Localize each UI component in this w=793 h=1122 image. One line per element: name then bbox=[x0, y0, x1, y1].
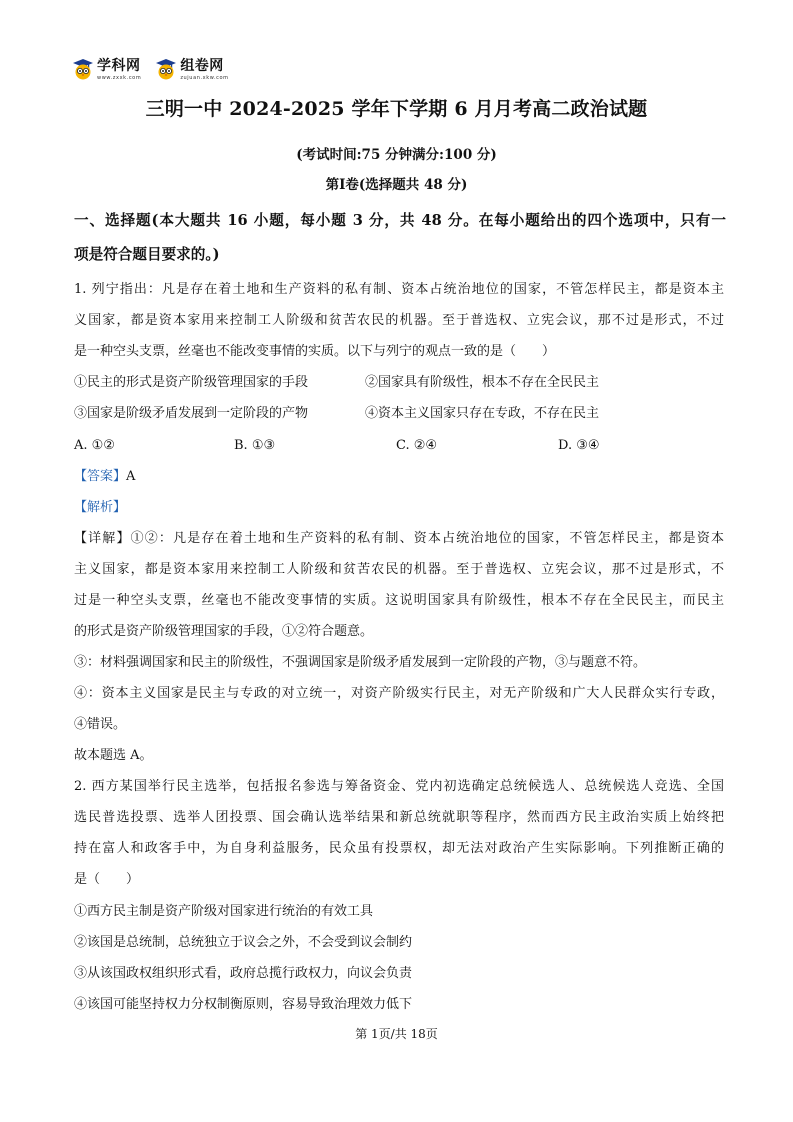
q1-detail-line5: ③：材料强调国家和民主的阶级性，不强调国家是阶级矛盾发展到一定阶段的产物，③与题意不符。 bbox=[74, 655, 647, 670]
owl-logo-icon bbox=[72, 58, 94, 80]
exam-time: (考试时间:75 分钟满分:100 分) bbox=[296, 147, 497, 163]
q2-stem-line4: 是（ ） bbox=[74, 872, 140, 887]
section-title-line1: 一、选择题(本大题共 16 小题，每小题 3 分，共 48 分。在每小题给出的四个选项中，只有一 bbox=[74, 212, 726, 229]
q1-statement-3: ③国家是阶级矛盾发展到一定阶段的产物 bbox=[74, 406, 309, 421]
answer-value: A bbox=[126, 469, 136, 484]
q2-statement-4: ④该国可能坚持权力分权制衡原则，容易导致治理效力低下 bbox=[74, 997, 413, 1012]
logo-bar bbox=[72, 58, 229, 90]
q1-option-d[interactable]: D. ③④ bbox=[558, 438, 600, 453]
logo1-text: 学科网 bbox=[97, 58, 141, 74]
q2-statement-3: ③从该国政权组织形式看，政府总揽行政权力，向议会负责 bbox=[74, 966, 413, 981]
logo2-url: zujuan.xkw.com bbox=[180, 75, 229, 81]
q2-statement-2: ②该国是总统制，总统独立于议会之外，不会受到议会制约 bbox=[74, 935, 413, 950]
q1-detail-line6: ④：资本主义国家是民主与专政的对立统一，对资产阶级实行民主，对无产阶级和广大人民群众实行专政， bbox=[74, 686, 724, 701]
page-title: 三明一中 2024-2025 学年下学期 6 月月考高二政治试题 bbox=[145, 98, 648, 120]
q1-detail-line2: 主义国家，都是资本家用来控制工人阶级和贫苦农民的机器。至于普选权、立宪会议，那不过是形式，不 bbox=[74, 562, 724, 577]
q1-detail-line1 bbox=[74, 529, 724, 549]
q2-statement-1: ①西方民主制是资产阶级对国家进行统治的有效工具 bbox=[74, 904, 374, 919]
q1-detail-line8: 故本题选 A。 bbox=[74, 748, 153, 763]
q1-detail-line3: 过是一种空头支票，丝毫也不能改变事情的实质。这说明国家具有阶级性，根本不存在全民民主，而民主 bbox=[74, 593, 724, 608]
detail-tag: 【详解】 bbox=[74, 531, 131, 546]
q1-statement-4: ④资本主义国家只存在专政，不存在民主 bbox=[365, 406, 600, 421]
q1-option-b[interactable]: B. ①③ bbox=[234, 438, 276, 453]
q1-detail-line4: 的形式是资产阶级管理国家的手段，①②符合题意。 bbox=[74, 624, 374, 639]
page-number: 第 1页/共 18页 bbox=[355, 1027, 438, 1041]
q1-stem-line2: 义国家，都是资本家用来控制工人阶级和贫苦农民的机器。至于普选权、立宪会议，那不过是形式，不过 bbox=[74, 313, 724, 328]
q1-analysis-tag bbox=[74, 498, 126, 518]
volume-title: 第Ⅰ卷(选择题共 48 分) bbox=[325, 177, 468, 193]
logo-zujuanwang[interactable] bbox=[155, 58, 228, 81]
q1-statement-1: ①民主的形式是资产阶级管理国家的手段 bbox=[74, 375, 309, 390]
q1-detail-line7: ④错误。 bbox=[74, 717, 127, 732]
q2-stem-line1: 2. 西方某国举行民主选举，包括报名参选与筹备资金、党内初选确定总统候选人、总统候选人竞选、全国 bbox=[74, 779, 724, 794]
q1-stem-line1: 1. 列宁指出：凡是存在着土地和生产资料的私有制、资本占统治地位的国家，不管怎样民主，都是资本主 bbox=[74, 282, 724, 297]
q1-option-c[interactable]: C. ②④ bbox=[396, 438, 438, 453]
logo2-text: 组卷网 bbox=[180, 58, 224, 74]
detail-text: ①②：凡是存在着土地和生产资料的私有制、资本占统治地位的国家，不管怎样民主，都是资本 bbox=[130, 531, 724, 546]
logo-xuekewang[interactable] bbox=[72, 58, 141, 81]
q2-stem-line3: 持在富人和政客手中，为自身利益服务，民众虽有投票权，却无法对政治产生实际影响。下列推断正确的 bbox=[74, 841, 724, 856]
section-title-line2: 项是符合题目要求的。) bbox=[74, 246, 220, 263]
q1-option-a[interactable]: A. ①② bbox=[74, 438, 115, 453]
answer-tag: 【答案】 bbox=[74, 469, 127, 484]
logo1-url: www.zxxk.com bbox=[97, 75, 142, 81]
q2-stem-line2: 选民普选投票、选举人团投票、国会确认选举结果和新总统就职等程序，然而西方民主政治实质上始终把 bbox=[74, 810, 724, 825]
q1-statement-2: ②国家具有阶级性，根本不存在全民民主 bbox=[365, 375, 600, 390]
q1-stem-line3: 是一种空头支票，丝毫也不能改变事情的实质。以下与列宁的观点一致的是（ ） bbox=[74, 344, 556, 359]
analysis-tag: 【解析】 bbox=[74, 500, 127, 515]
owl-logo-icon bbox=[155, 58, 177, 80]
q1-answer bbox=[74, 467, 135, 487]
